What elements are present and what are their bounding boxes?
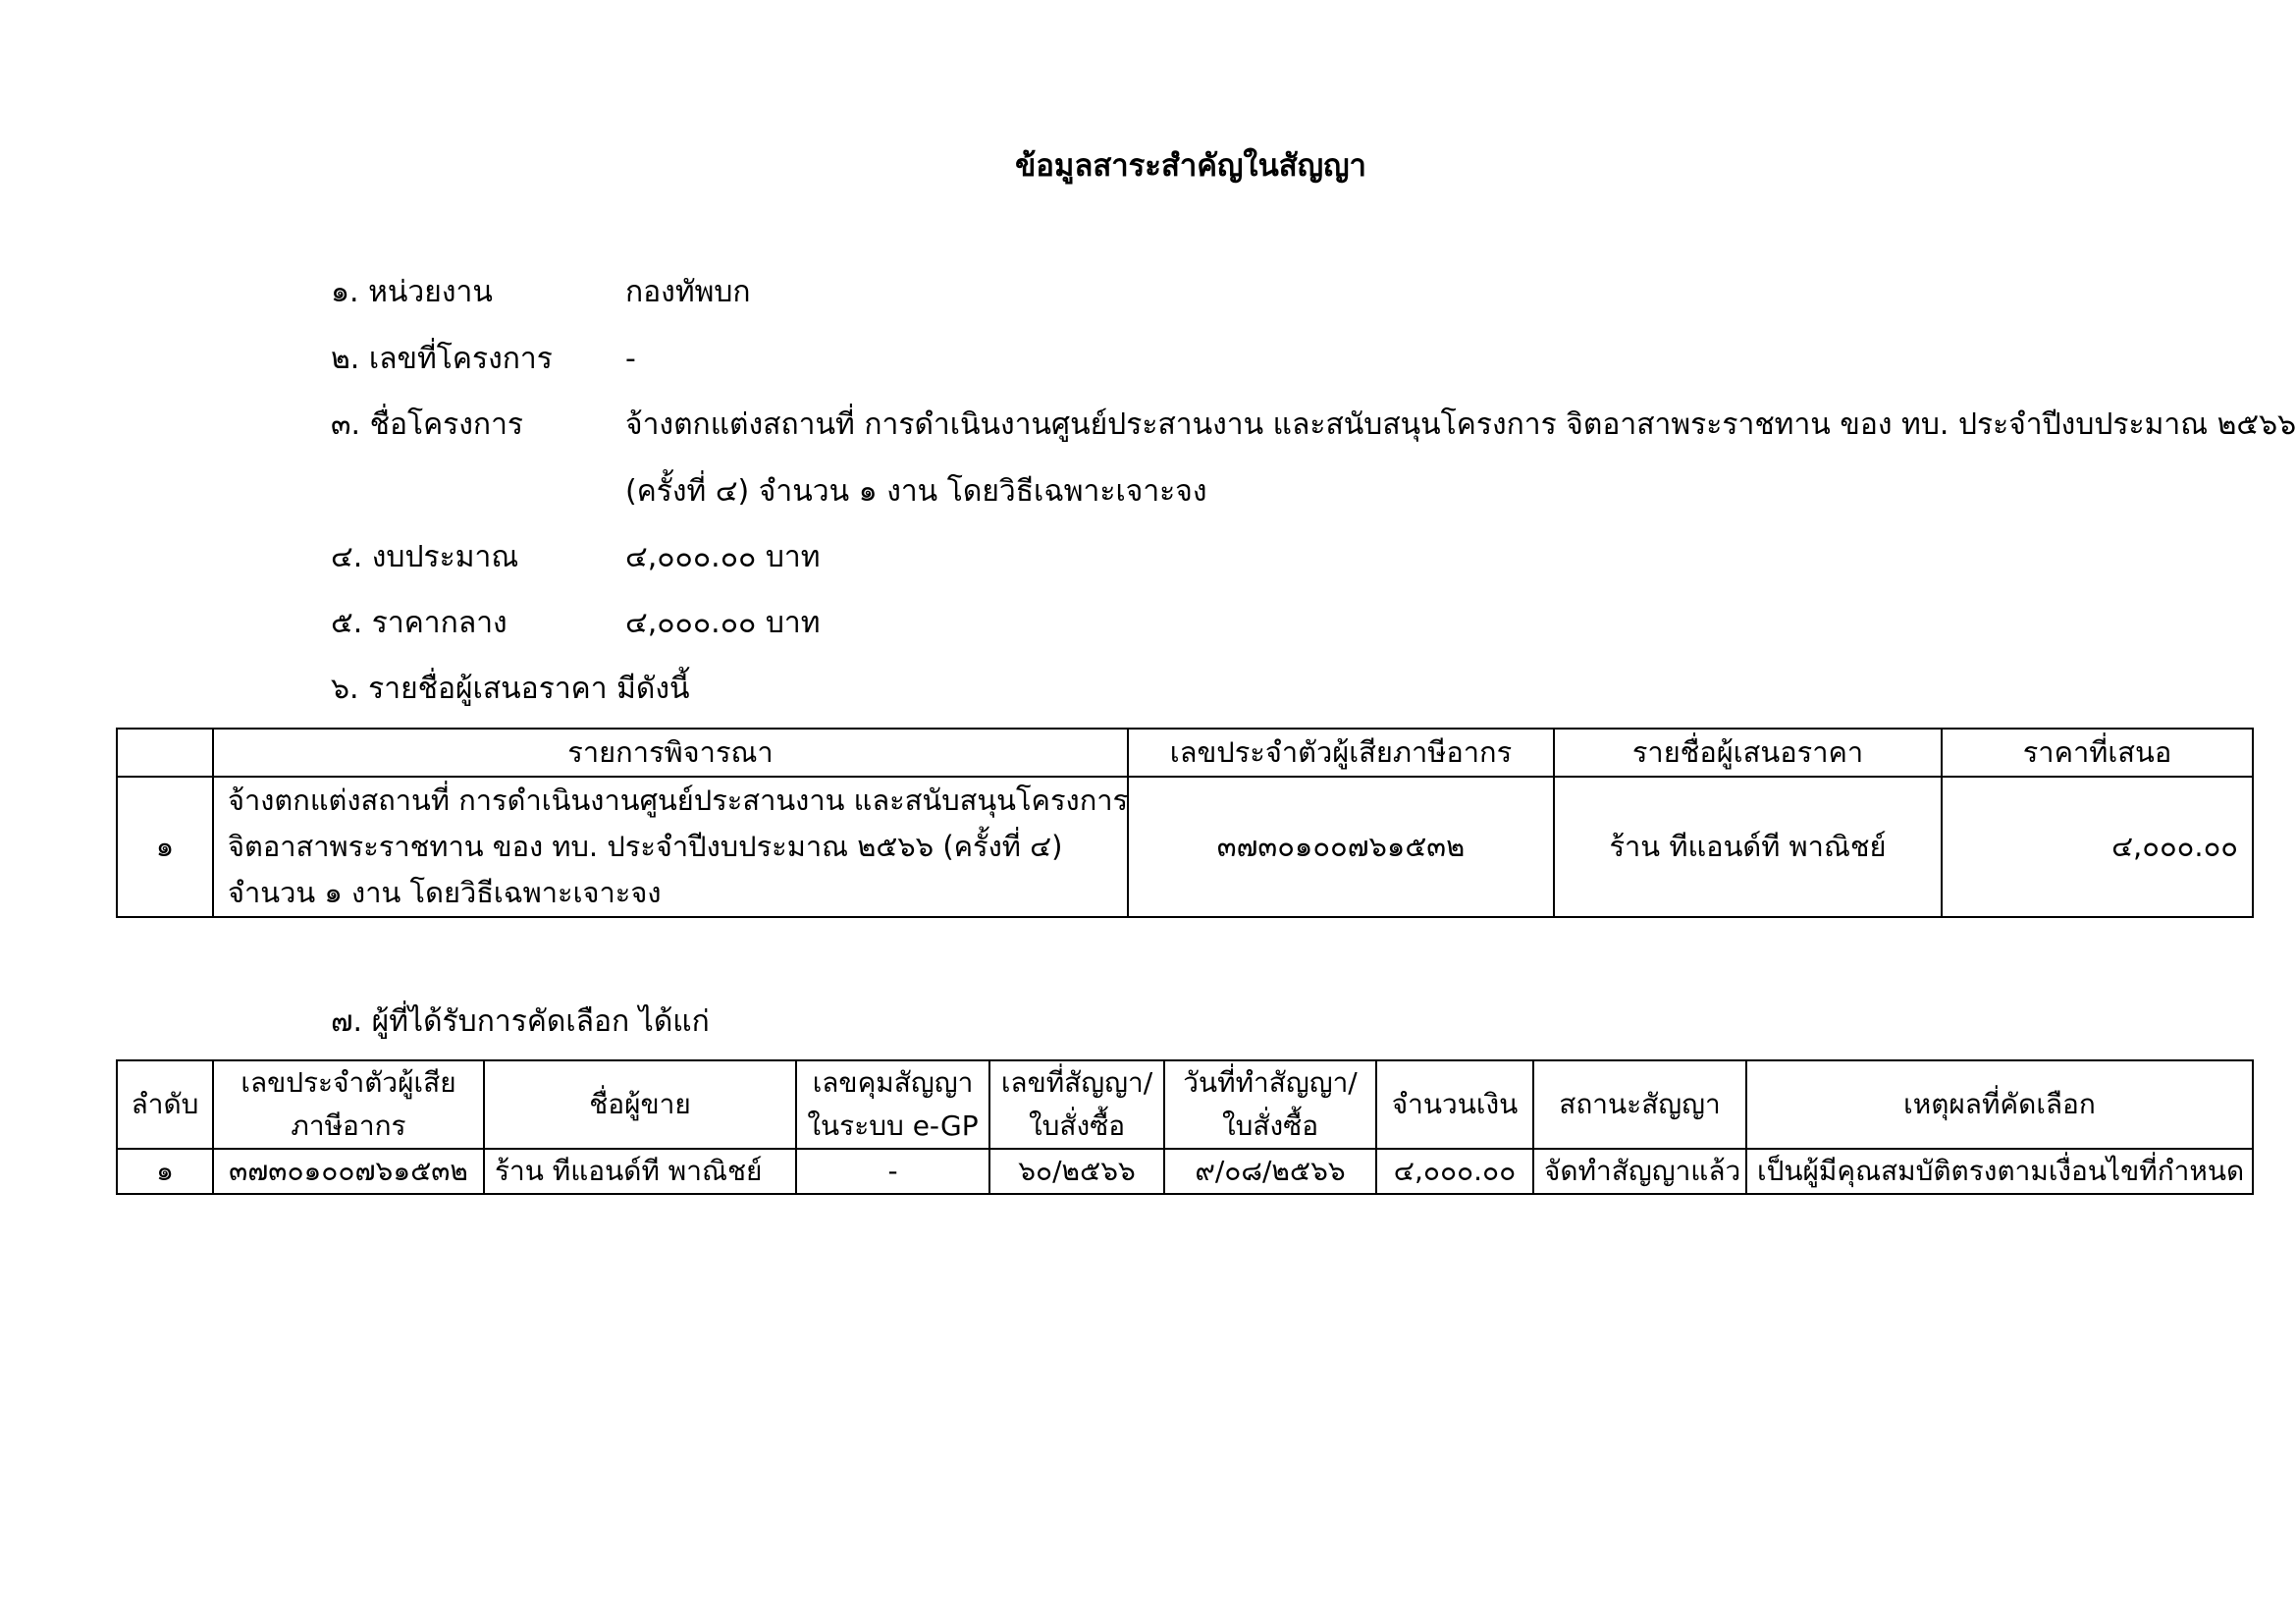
row-status: จัดทำสัญญาแล้ว [1533,1149,1746,1194]
row-item-line: จ้างตกแต่งสถานที่ การดำเนินงานศูนย์ประสานงาน และสนับสนุนโครงการ [228,784,1129,817]
row-bidder: ร้าน ทีแอนด์ที พาณิชย์ [1554,777,1942,917]
header-control [796,1060,989,1149]
table-row [117,1149,2253,1194]
row-amount: ๔,๐๐๐.๐๐ [1376,1149,1533,1194]
row-tax-id: ๓๗๓๐๑๐๐๗๖๑๕๓๒ [213,1149,484,1194]
header-control-line2: ในระบบ e-GP [807,1109,979,1142]
header-contract-no-line1: เลขที่สัญญา/ [1000,1066,1153,1099]
item-2-value: - [625,342,636,376]
item-5-label: ๕. ราคากลาง [331,606,507,640]
header-bidder: รายชื่อผู้เสนอราคา [1554,729,1942,777]
document-title: ข้อมูลสาระสำคัญในสัญญา [1015,148,1366,184]
bidders-table [116,728,2254,918]
item-3-value-line2: (ครั้งที่ ๔) จำนวน ๑ งาน โดยวิธีเฉพาะเจาะจง [625,474,1207,509]
row-contract-no: ๖๐/๒๕๖๖ [989,1149,1164,1194]
item-1-label: ๑. หน่วยงาน [331,275,493,309]
header-contract-date-line2: ใบสั่งซื้อ [1221,1109,1319,1142]
header-order: ลำดับ [117,1060,213,1149]
item-4-value: ๔,๐๐๐.๐๐ บาท [625,540,821,574]
header-item: รายการพิจารณา [213,729,1128,777]
header-contract-no-line2: ใบสั่งซื้อ [1028,1109,1126,1142]
table-header-row [117,1060,2253,1149]
header-contract-date-line1: วันที่ทำสัญญา/ [1183,1066,1358,1099]
row-reason: เป็นผู้มีคุณสมบัติตรงตามเงื่อนไขที่กำหนด [1746,1149,2253,1194]
header-status: สถานะสัญญา [1533,1060,1746,1149]
table-row [117,777,2253,917]
row-item-line: จิตอาสาพระราชทาน ของ ทบ. ประจำปีงบประมาณ ๒๕๖๖ (ครั้งที่ ๔) [228,830,1063,863]
header-price: ราคาที่เสนอ [1942,729,2253,777]
item-3-value: จ้างตกแต่งสถานที่ การดำเนินงานศูนย์ประสานงาน และสนับสนุนโครงการ จิตอาสาพระราชทาน ของ ทบ. ประจำปีงบประมาณ ๒๕๖๖ [625,407,2296,442]
header-control-line1: เลขคุมสัญญา [812,1066,974,1099]
row-contract-date: ๙/๐๘/๒๕๖๖ [1164,1149,1376,1194]
row-item [213,777,1128,917]
header-contract-no [989,1060,1164,1149]
winners-table [116,1059,2254,1195]
header-reason: เหตุผลที่คัดเลือก [1746,1060,2253,1149]
bidders-heading: ๖. รายชื่อผู้เสนอราคา มีดังนี้ [331,672,690,706]
header-amount: จำนวนเงิน [1376,1060,1533,1149]
header-number [117,729,213,777]
item-4-label: ๔. งบประมาณ [331,540,519,574]
table-header-row [117,729,2253,777]
item-2-label: ๒. เลขที่โครงการ [331,342,553,376]
header-contract-date [1164,1060,1376,1149]
row-tax-id: ๓๗๓๐๑๐๐๗๖๑๕๓๒ [1128,777,1554,917]
row-item-line: จำนวน ๑ งาน โดยวิธีเฉพาะเจาะจง [228,876,662,909]
item-5-value: ๔,๐๐๐.๐๐ บาท [625,606,821,640]
row-price: ๔,๐๐๐.๐๐ [1942,777,2253,917]
header-tax-id-line1: เลขประจำตัวผู้เสีย [240,1066,456,1099]
item-3-label: ๓. ชื่อโครงการ [331,407,524,442]
winners-heading: ๗. ผู้ที่ได้รับการคัดเลือก ได้แก่ [331,1004,710,1039]
row-control: - [796,1149,989,1194]
header-seller: ชื่อผู้ขาย [484,1060,796,1149]
header-tax-id-line2: ภาษีอากร [291,1109,406,1142]
header-tax-id: เลขประจำตัวผู้เสียภาษีอากร [1128,729,1554,777]
item-1-value: กองทัพบก [625,275,751,309]
row-order: ๑ [117,1149,213,1194]
header-tax-id [213,1060,484,1149]
row-number: ๑ [117,777,213,917]
row-seller: ร้าน ทีแอนด์ที พาณิชย์ [484,1149,796,1194]
